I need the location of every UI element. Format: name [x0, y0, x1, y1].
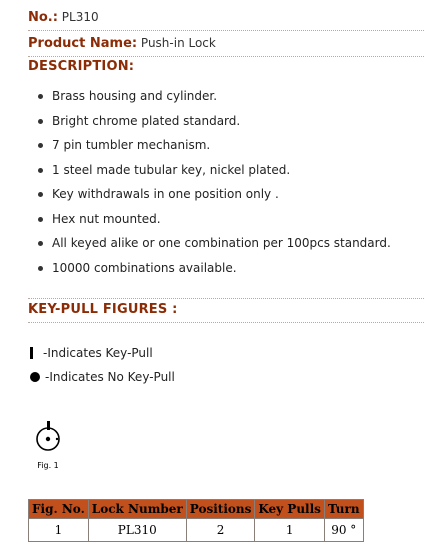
product-number-line — [28, 10, 426, 25]
divider — [28, 298, 424, 299]
product-name-value: Push-in Lock — [140, 36, 216, 50]
divider — [28, 322, 424, 323]
table-header: Positions — [186, 500, 255, 519]
legend-key-pull-text: -Indicates Key-Pull — [43, 346, 153, 360]
legend-no-key-pull-text: -Indicates No Key-Pull — [45, 370, 175, 384]
description-item: Hex nut mounted. — [52, 207, 426, 232]
table-cell: PL310 — [88, 519, 186, 542]
description-item: Brass housing and cylinder. — [52, 84, 426, 109]
description-item: All keyed alike or one combination per 100pcs standard. — [52, 231, 426, 256]
product-name-line — [28, 36, 426, 51]
table-cell: 2 — [186, 519, 255, 542]
table-cell: 1 — [255, 519, 325, 542]
divider — [28, 30, 424, 31]
table-header: Turn — [324, 500, 363, 519]
figure-caption: Fig. 1 — [37, 461, 59, 470]
table-header: Fig. No. — [29, 500, 89, 519]
legend-key-pull — [30, 346, 153, 360]
specification-table — [28, 499, 364, 542]
description-item: 10000 combinations available. — [52, 256, 426, 281]
description-item: 1 steel made tubular key, nickel plated. — [52, 158, 426, 183]
product-number-label: No.: — [28, 10, 58, 25]
legend-no-key-pull — [30, 370, 175, 384]
table-header: Lock Number — [88, 500, 186, 519]
table-header-row — [29, 500, 364, 519]
table-cell: 1 — [29, 519, 89, 542]
description-list — [28, 84, 426, 280]
description-item: Key withdrawals in one position only . — [52, 182, 426, 207]
product-name-label: Product Name: — [28, 36, 138, 51]
divider — [28, 56, 424, 57]
description-heading: DESCRIPTION: — [28, 59, 135, 74]
figure-1 — [28, 420, 68, 470]
lock-face-diagram-icon — [31, 420, 65, 456]
table-row — [29, 519, 364, 542]
table-header: Key Pulls — [255, 500, 325, 519]
description-item: 7 pin tumbler mechanism. — [52, 133, 426, 158]
table-cell: 90 ° — [324, 519, 363, 542]
product-number-value: PL310 — [61, 10, 99, 24]
key-pull-bar-icon — [30, 347, 33, 359]
no-key-pull-dot-icon — [30, 372, 40, 382]
description-item: Bright chrome plated standard. — [52, 109, 426, 134]
key-pull-heading: KEY-PULL FIGURES : — [28, 302, 178, 317]
